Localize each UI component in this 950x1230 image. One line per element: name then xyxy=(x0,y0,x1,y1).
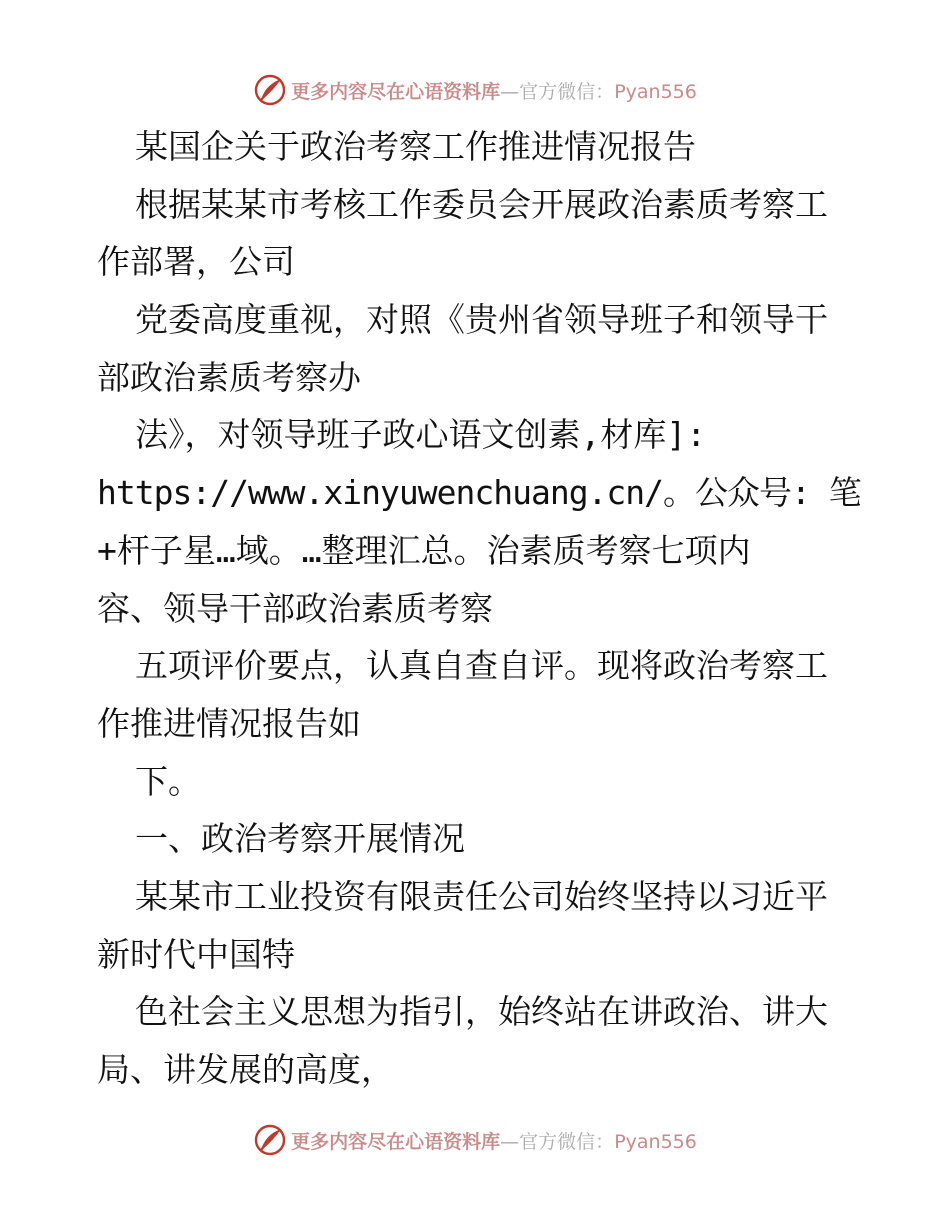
paragraph-line: 新时代中国特 xyxy=(97,934,295,974)
document-body xyxy=(97,118,861,1099)
watermark-separator: — xyxy=(500,1130,520,1153)
paragraph-line: +杆子星…域。…整理汇总。治素质考察七项内 xyxy=(97,530,751,570)
paragraph-line-url: https://www.xinyuwenchuang.cn/。公众号: 笔 xyxy=(97,473,861,513)
section-heading: 一、政治考察开展情况 xyxy=(135,819,465,859)
quill-logo-icon xyxy=(253,1123,287,1157)
watermark-site-text: 更多内容尽在心语资料库 xyxy=(291,80,501,103)
paragraph-line: 法》，对领导班子政心语文创素,材库]: xyxy=(135,415,707,455)
watermark-text xyxy=(291,1127,697,1154)
paragraph-line: 容、领导干部政治素质考察 xyxy=(97,588,493,628)
paragraph-line: 根据某某市考核工作委员会开展政治素质考察工 xyxy=(135,184,828,224)
paragraph-line: 五项评价要点，认真自查自评。现将政治考察工 xyxy=(135,646,828,686)
footer-watermark xyxy=(0,1120,950,1160)
document-title: 某国企关于政治考察工作推进情况报告 xyxy=(135,127,696,166)
paragraph-line: 作部署，公司 xyxy=(97,242,295,282)
paragraph-line: 作推进情况报告如 xyxy=(97,703,361,743)
header-watermark xyxy=(0,70,950,110)
paragraph-line: 局、讲发展的高度， xyxy=(97,1050,394,1089)
paragraph-line: 色社会主义思想为指引，始终站在讲政治、讲大 xyxy=(135,992,828,1032)
watermark-separator: — xyxy=(500,80,520,103)
paragraph-line: 下。 xyxy=(135,761,201,801)
watermark-site-text: 更多内容尽在心语资料库 xyxy=(291,1130,501,1153)
paragraph-line: 部政治素质考察办 xyxy=(97,357,361,397)
watermark-text xyxy=(291,77,697,104)
watermark-wechat-id: Pyan556 xyxy=(614,80,697,103)
watermark-wechat-label: 官方微信： xyxy=(519,1130,615,1153)
watermark-wechat-label: 官方微信： xyxy=(519,80,615,103)
quill-logo-icon xyxy=(253,73,287,107)
paragraph-line: 党委高度重视，对照《贵州省领导班子和领导干 xyxy=(135,300,828,340)
paragraph-line: 某某市工业投资有限责任公司始终坚持以习近平 xyxy=(135,876,828,916)
watermark-wechat-id: Pyan556 xyxy=(614,1130,697,1153)
